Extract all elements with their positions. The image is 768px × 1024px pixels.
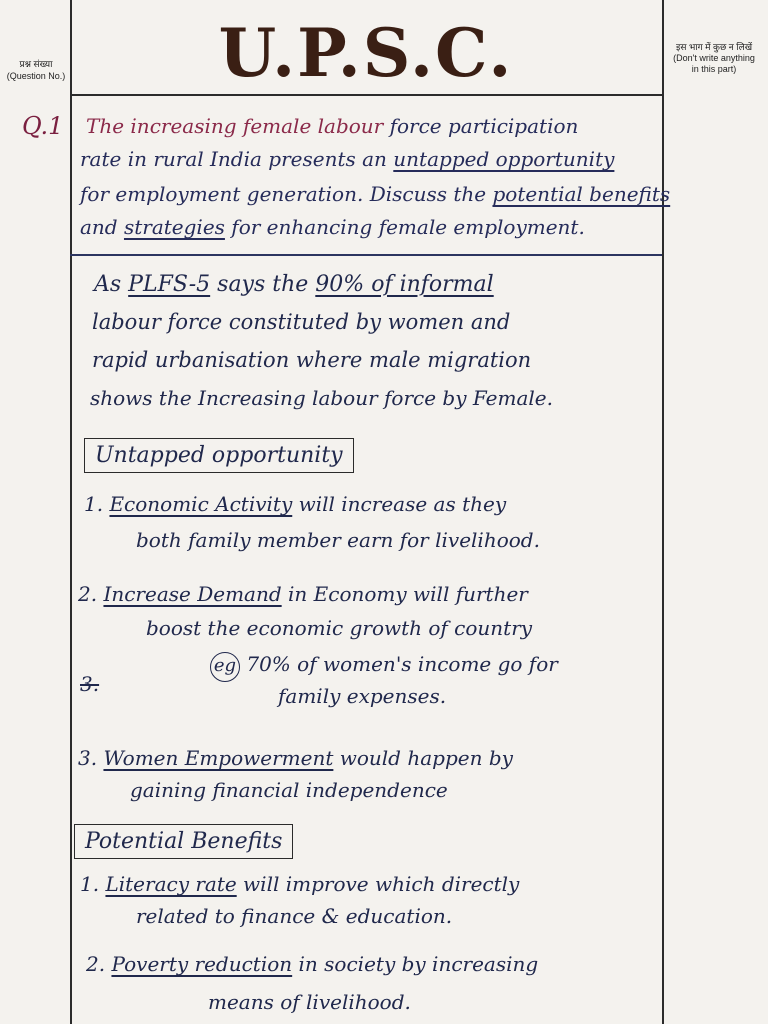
point-2-number: 2. — [78, 582, 98, 606]
intro-plfs: PLFS-5 — [128, 272, 211, 297]
question-number-english: (Question No.) — [6, 71, 66, 81]
intro-line-1 — [94, 272, 494, 297]
point-1-economic — [84, 492, 506, 516]
benefit-1-literacy — [80, 872, 519, 896]
point-2-underlined: Increase Demand — [103, 582, 282, 606]
question-number-label — [4, 58, 68, 82]
question-line-1-pre: The increasing female labour — [86, 114, 390, 138]
example-circle: eg — [210, 652, 240, 682]
point-3-post: would happen by — [333, 746, 513, 770]
dont-write-note — [664, 42, 764, 75]
struck-number: 3. — [80, 672, 100, 696]
benefit-2-line-2: means of livelihood. — [208, 990, 411, 1014]
left-margin-line — [70, 0, 72, 1024]
benefit-1-underlined: Literacy rate — [105, 872, 237, 896]
question-line-4 — [80, 215, 585, 239]
benefit-2-number: 2. — [86, 952, 106, 976]
benefit-2-underlined: Poverty reduction — [111, 952, 293, 976]
right-margin-line — [662, 0, 664, 1024]
question-line-2-pre: rate in rural India presents an — [80, 147, 394, 171]
question-line-3-underlined: potential benefits — [492, 182, 671, 206]
point-1-number: 1. — [84, 492, 104, 516]
benefit-1-number: 1. — [80, 872, 100, 896]
question-line-3-pre: for employment generation. Discuss the — [80, 182, 493, 206]
intro-line-4: shows the Increasing labour force by Female. — [90, 386, 553, 410]
intro-line-1-mid: says the — [210, 272, 316, 297]
question-line-2-underlined: untapped opportunity — [393, 147, 615, 171]
question-label: Q.1 — [22, 112, 64, 140]
point-2-demand — [78, 582, 528, 606]
dont-write-english-2: in this part) — [691, 64, 737, 74]
benefit-2-post: in society by increasing — [292, 952, 539, 976]
point-3-underlined: Women Empowerment — [103, 746, 334, 770]
question-line-1-post: force participation — [389, 114, 579, 138]
question-line-4-post: for enhancing female employment. — [224, 215, 585, 239]
page-title: U.P.S.C. — [218, 14, 514, 92]
section-heading-benefits: Potential Benefits — [74, 824, 293, 859]
point-1-line-2: both family member earn for livelihood. — [136, 528, 540, 552]
point-3-line-2: gaining financial independence — [130, 778, 448, 802]
point-2-line-2: boost the economic growth of country — [146, 616, 533, 640]
example-line-1 — [210, 652, 558, 682]
point-3-number: 3. — [78, 746, 98, 770]
example-line-2: family expenses. — [278, 684, 447, 708]
question-line-4-underlined: strategies — [123, 215, 225, 239]
question-line-2 — [80, 147, 614, 171]
dont-write-english-1: (Don't write anything — [673, 53, 755, 63]
intro-informal: 90% of informal — [315, 272, 494, 297]
benefit-2-poverty — [86, 952, 538, 976]
benefit-1-line-2: related to finance & education. — [136, 904, 453, 928]
point-2-post: in Economy will further — [281, 582, 528, 606]
section-heading-untapped: Untapped opportunity — [84, 438, 354, 473]
example-text: 70% of women's income go for — [246, 652, 558, 676]
header-divider — [70, 94, 662, 96]
question-line-4-pre: and — [80, 215, 124, 239]
intro-line-3: rapid urbanisation where male migration — [92, 348, 532, 372]
question-divider — [70, 254, 662, 256]
benefit-1-post: will improve which directly — [236, 872, 520, 896]
point-1-post: will increase as they — [292, 492, 507, 516]
question-line-3 — [80, 182, 670, 206]
intro-line-1-pre: As — [94, 272, 129, 297]
intro-line-2: labour force constituted by women and — [92, 310, 511, 334]
dont-write-hindi: इस भाग में कुछ न लिखें — [675, 42, 753, 52]
point-3-empowerment — [78, 746, 513, 770]
point-1-underlined: Economic Activity — [109, 492, 293, 516]
question-line-1 — [86, 114, 578, 138]
question-number-hindi: प्रश्न संख्या — [19, 59, 53, 69]
